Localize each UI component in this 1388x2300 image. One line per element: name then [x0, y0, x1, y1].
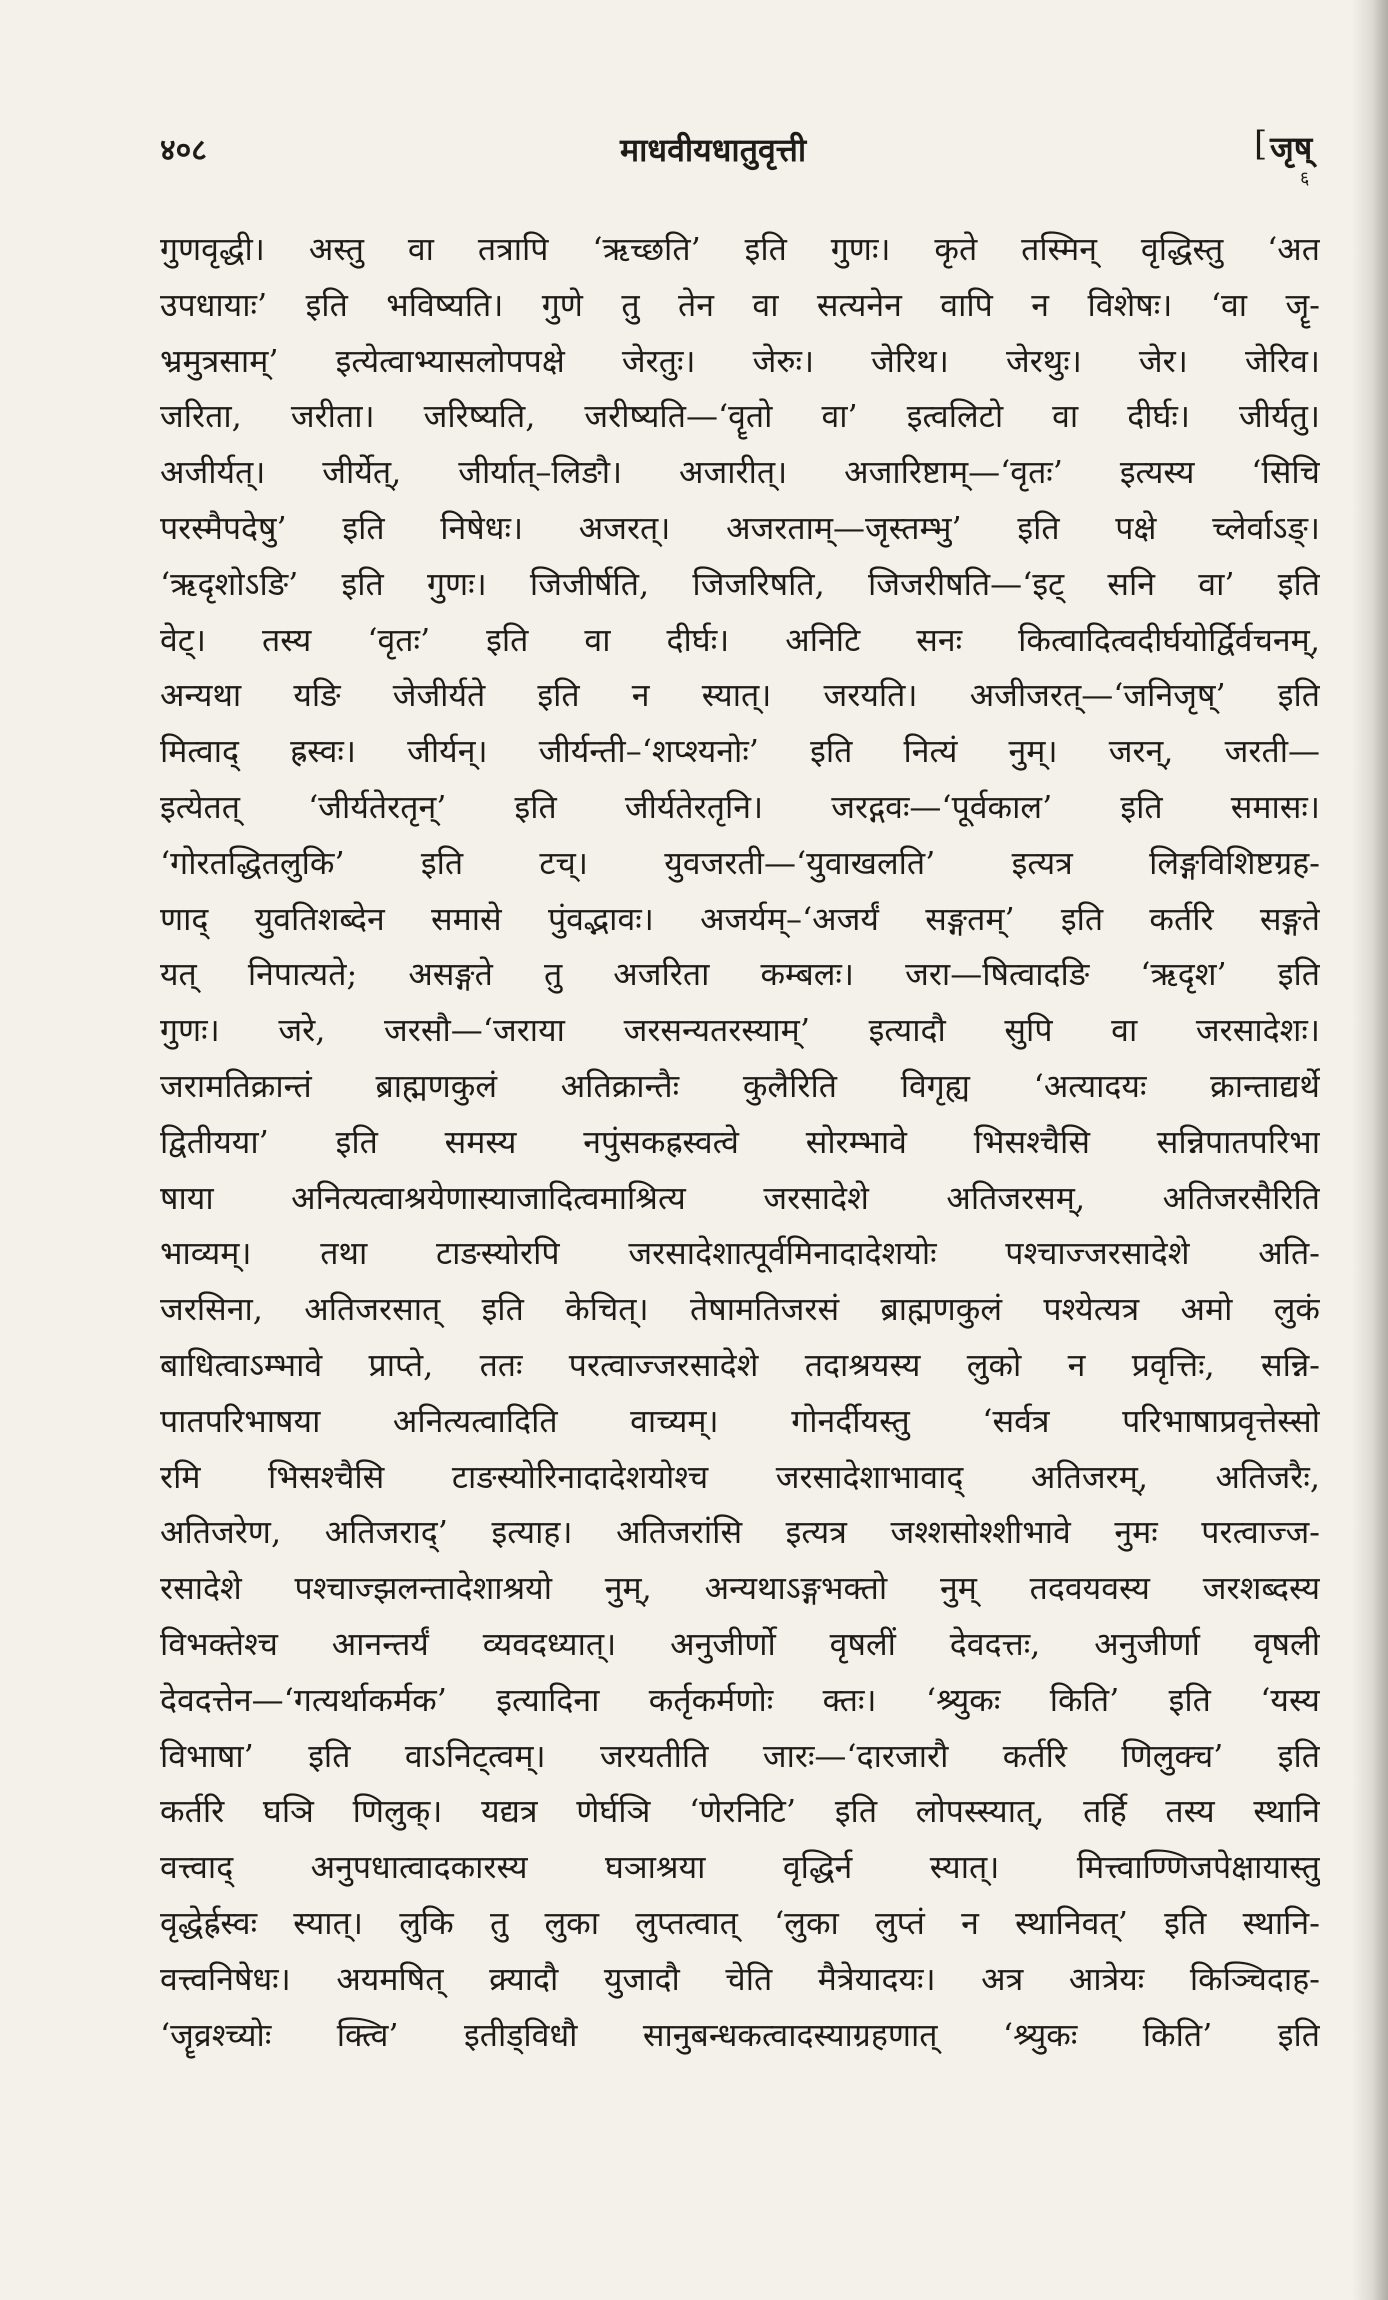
text-line: जरामतिक्रान्तं ब्राह्मणकुलं अतिक्रान्तैः कुलैरिति विगृह्य ‘अत्यादयः क्रान्ताद्यर्थे	[160, 1066, 1320, 1105]
text-line: अजीर्यत्। जीर्येत्, जीर्यात्–लिङौ। अजारीत्। अजारिष्टाम्—‘वृतः’ इत्यस्य ‘सिचि	[160, 453, 1320, 492]
page-edge-shadow	[1352, 0, 1388, 2300]
text-line: अतिजरेण, अतिजराद्’ इत्याह। अतिजरांसि इत्यत्र जश्शसोश्शीभावे नुमः परत्वाज्ज-	[160, 1513, 1320, 1552]
running-title: माधवीयधातुवृत्ती	[620, 131, 807, 169]
text-line: विभाषा’ इति वाऽनिट्त्वम्। जरयतीति जारः—‘दारजारौ कर्तरि णिलुक्च’ इति	[160, 1736, 1320, 1775]
text-line: मित्वाद् ह्रस्वः। जीर्यन्। जीर्यन्ती–‘शप्श्यनोः’ इति नित्यं नुम्। जरन्, जरती—	[160, 732, 1320, 771]
text-line: गुणवृद्धी। अस्तु वा तत्रापि ‘ऋच्छति’ इति गुणः। कृते तस्मिन् वृद्धिस्तु ‘अत	[160, 230, 1320, 268]
page-number: ४०८	[160, 133, 207, 168]
text-line: देवदत्तेन—‘गत्यर्थाकर्मक’ इत्यादिना कर्तृकर्मणोः क्तः। ‘श्र्युकः किति’ इति ‘यस्य	[160, 1680, 1320, 1719]
text-line: पातपरिभाषया अनित्यत्वादिति वाच्यम्। गोनर्दीयस्तु ‘सर्वत्र परिभाषाप्रवृत्तेस्सो	[160, 1401, 1320, 1440]
text-line: भ्रमुत्रसाम्’ इत्येत्वाभ्यासलोपपक्षे जेरतुः। जेरुः। जेरिथ। जेरथुः। जेर। जेरिव।	[160, 341, 1320, 380]
header-root-subscript: ६	[1300, 168, 1310, 189]
text-line: षाया अनित्यत्वाश्रयेणास्याजादित्वमाश्रित्य जरसादेशे अतिजरसम्, अतिजरसैरिति	[160, 1178, 1320, 1217]
text-line: रमि भिसश्चैसि टाङस्योरिनादादेशयोश्च जरसादेशाभावाद् अतिजरम्, अतिजरैः,	[160, 1457, 1320, 1496]
text-line: बाधित्वाऽम्भावे प्राप्ते, ततः परत्वाज्जरसादेशे तदाश्रयस्य लुको न प्रवृत्तिः, सन्नि-	[160, 1345, 1320, 1384]
text-line: वत्त्वाद् अनुपधात्वादकारस्य घञाश्रया वृद्धिर्न स्यात्। मित्त्वाण्णिजपेक्षायास्तु	[160, 1848, 1320, 1887]
header-root-word: जृष्	[1270, 129, 1313, 167]
text-line: जरिता, जरीता। जरिष्यति, जरीष्यति—‘वॄतो वा’ इत्वलिटो वा दीर्घः। जीर्यतु।	[160, 397, 1320, 436]
page-header	[160, 124, 1320, 189]
text-line: वेट्। तस्य ‘वृतः’ इति वा दीर्घः। अनिटि सनः कित्वादित्वदीर्घयोर्द्विर्वचनम्,	[160, 620, 1320, 659]
header-bracket: [	[1254, 124, 1268, 164]
text-line: विभक्तेश्च आनन्तर्यं व्यवदध्यात्। अनुजीर्णो वृषलीं देवदत्तः, अनुजीर्णा वृषली	[160, 1624, 1320, 1663]
text-line: इत्येतत् ‘जीर्यतेरतृन्’ इति जीर्यतेरतृनि। जरद्गवः—‘पूर्वकाल’ इति समासः।	[160, 787, 1320, 826]
text-line: उपधायाः’ इति भविष्यति। गुणे तु तेन वा सत्यनेन वापि न विशेषः। ‘वा जॄ-	[160, 285, 1320, 324]
text-line: द्वितीयया’ इति समस्य नपुंसकह्रस्वत्वे सोरम्भावे भिसश्चैसि सन्निपातपरिभा	[160, 1122, 1320, 1161]
text-line: परस्मैपदेषु’ इति निषेधः। अजरत्। अजरताम्—जृस्तम्भु’ इति पक्षे च्लेर्वाऽङ्।	[160, 508, 1320, 547]
text-line: अन्यथा यङि जेजीर्यते इति न स्यात्। जरयति। अजीजरत्—‘जनिजृष्’ इति	[160, 676, 1320, 715]
text-line: रसादेशे पश्चाज्झलन्तादेशाश्रयो नुम्, अन्यथाऽङ्गभक्तो नुम् तदवयवस्य जरशब्दस्य	[160, 1569, 1320, 1608]
text-line: कर्तरि घञि णिलुक्। यद्यत्र णेर्घञि ‘णेरनिटि’ इति लोपस्स्यात्, तर्हि तस्य स्थानि	[160, 1792, 1320, 1831]
text-line: ‘गोरतद्धितलुकि’ इति टच्। युवजरती—‘युवाखलति’ इत्यत्र लिङ्गविशिष्टग्रह-	[160, 843, 1320, 882]
text-line: यत् निपात्यते; असङ्गते तु अजरिता कम्बलः। जरा—षित्वादङि ‘ऋदृश’ इति	[160, 955, 1320, 994]
text-line: जरसिना, अतिजरसात् इति केचित्। तेषामतिजरसं ब्राह्मणकुलं पश्येत्यत्र अमो लुकं	[160, 1290, 1320, 1329]
text-line: गुणः। जरे, जरसौ—‘जराया जरसन्यतरस्याम्’ इत्यादौ सुपि वा जरसादेशः।	[160, 1011, 1320, 1050]
text-line: ‘ऋदृशोऽङि’ इति गुणः। जिजीर्षति, जिजरिषति, जिजरीषति—‘इट् सनि वा’ इति	[160, 564, 1320, 603]
text-line: भाव्यम्। तथा टाङस्योरपि जरसादेशात्पूर्वमिनादादेशयोः पश्चाज्जरसादेशे अति-	[160, 1234, 1320, 1273]
text-line: वृद्धेर्ह्रस्वः स्यात्। लुकि तु लुका लुप्तत्वात् ‘लुका लुप्तं न स्थानिवत्’ इति स्थानि-	[160, 1903, 1320, 1942]
text-line: ‘जॄव्रश्च्योः क्त्वि’ इतीड्विधौ सानुबन्धकत्वादस्याग्रहणात् ‘श्र्युकः किति’ इति	[160, 2015, 1320, 2054]
text-line: णाद् युवतिशब्देन समासे पुंवद्भावः। अजर्यम्–‘अजर्यं सङ्गतम्’ इति कर्तरि सङ्गते	[160, 899, 1320, 938]
text-line: वत्त्वनिषेधः। अयमषित् क्र्यादौ युजादौ चेति मैत्रेयादयः। अत्र आत्रेयः किञ्चिदाह-	[160, 1959, 1320, 1998]
body-text	[160, 222, 1320, 2063]
